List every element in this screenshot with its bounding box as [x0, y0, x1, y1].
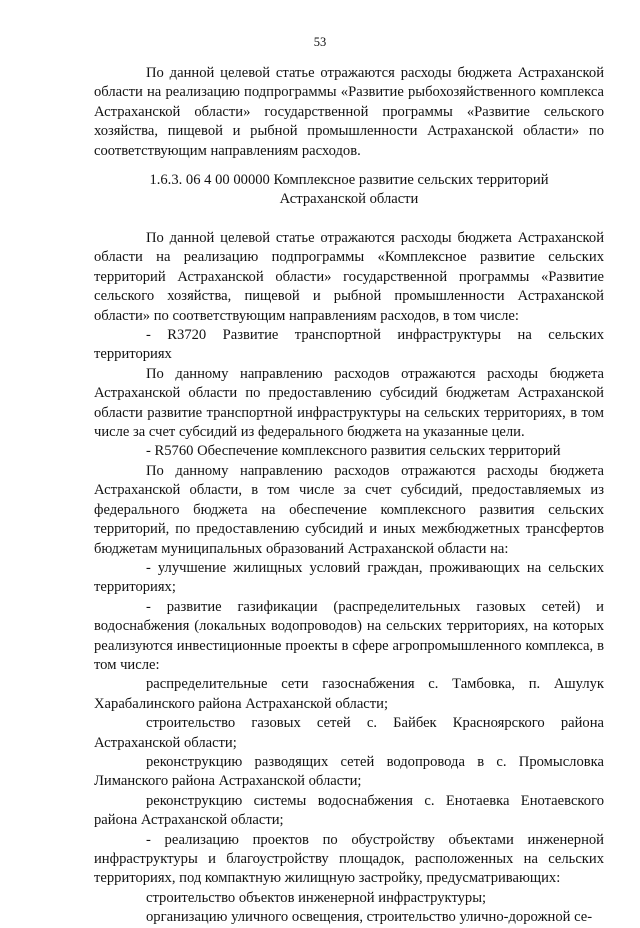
section-heading: [94, 171, 604, 210]
paragraph: - развитие газификации (распределительных газовых сетей) и водоснабжения (локальных водопроводов) на сельских территориях, на которых реализуются инвестиционные проекты в сфере агропромышленного комплекса, в том числе:: [94, 598, 604, 673]
paragraph: распределительные сети газоснабжения с. Тамбовка, п. Ашулук Харабалинского района Астраханской области;: [94, 676, 604, 712]
paragraph: строительство объектов инженерной инфраструктуры;: [146, 889, 487, 906]
paragraph: По данному направлению расходов отражаются расходы бюджета Астраханской области по предоставлению субсидий бюджетам Астраханской области развитие транспортной инфраструктуры на сельских территориях, в том числе за счет субсидий из федерального бюджета на указанные цели.: [94, 365, 604, 441]
paragraph: - R3720 Развитие транспортной инфраструктуры на сельских территориях: [94, 327, 604, 363]
section-heading-line-2: Астраханской области: [279, 191, 419, 208]
paragraph: строительство газовых сетей с. Байбек Красноярского района Астраханской области;: [94, 715, 604, 751]
page-number: 53: [313, 35, 327, 49]
paragraph: По данной целевой статье отражаются расходы бюджета Астраханской области на реализацию подпрограммы «Комплексное развитие сельских территорий Астраханской области» государственной программы «Развитие сельского хозяйства, пищевой и рыбной промышленности Астраханской области» по соответствующим направлениям расходов, в том числе:: [94, 230, 604, 324]
paragraph: - R5760 Обеспечение комплексного развития сельских территорий: [146, 443, 561, 460]
paragraph: - улучшение жилищных условий граждан, проживающих на сельских территориях;: [94, 559, 604, 596]
intro-block: [94, 64, 604, 161]
paragraph: - реализацию проектов по обустройству объектами инженерной инфраструктуры и благоустройству площадок, расположенных на сельских территориях, под компактную жилищную застройку, предусматривающих:: [94, 831, 604, 887]
paragraph: организацию уличного освещения, строительство улично-дорожной се-: [146, 909, 593, 926]
intro-paragraph: По данной целевой статье отражаются расходы бюджета Астраханской области на реализацию подпрограммы «Развитие рыбохозяйственного комплекса Астраханской области» государственной программы «Развитие сельского хозяйства, пищевой и рыбной промышленности Астраханской области» по соответствующим направлениям расходов.: [94, 65, 604, 159]
section-body: [94, 229, 604, 928]
paragraph: По данному направлению расходов отражаются расходы бюджета Астраханской области, в том числе за счет субсидий, предоставляемых из федерального бюджета на обеспечение комплексного развития сельских территорий, по предоставлению субсидий и иных межбюджетных трансфертов бюджетам муниципальных образований Астраханской области на:: [94, 462, 604, 557]
paragraph: реконструкцию системы водоснабжения с. Енотаевка Енотаевского района Астраханской области;: [94, 792, 604, 829]
paragraph: реконструкцию разводящих сетей водопровода в с. Промысловка Лиманского района Астраханской области;: [94, 753, 604, 790]
section-heading-line-1: 1.6.3. 06 4 00 00000 Комплексное развитие сельских территорий: [149, 172, 549, 188]
